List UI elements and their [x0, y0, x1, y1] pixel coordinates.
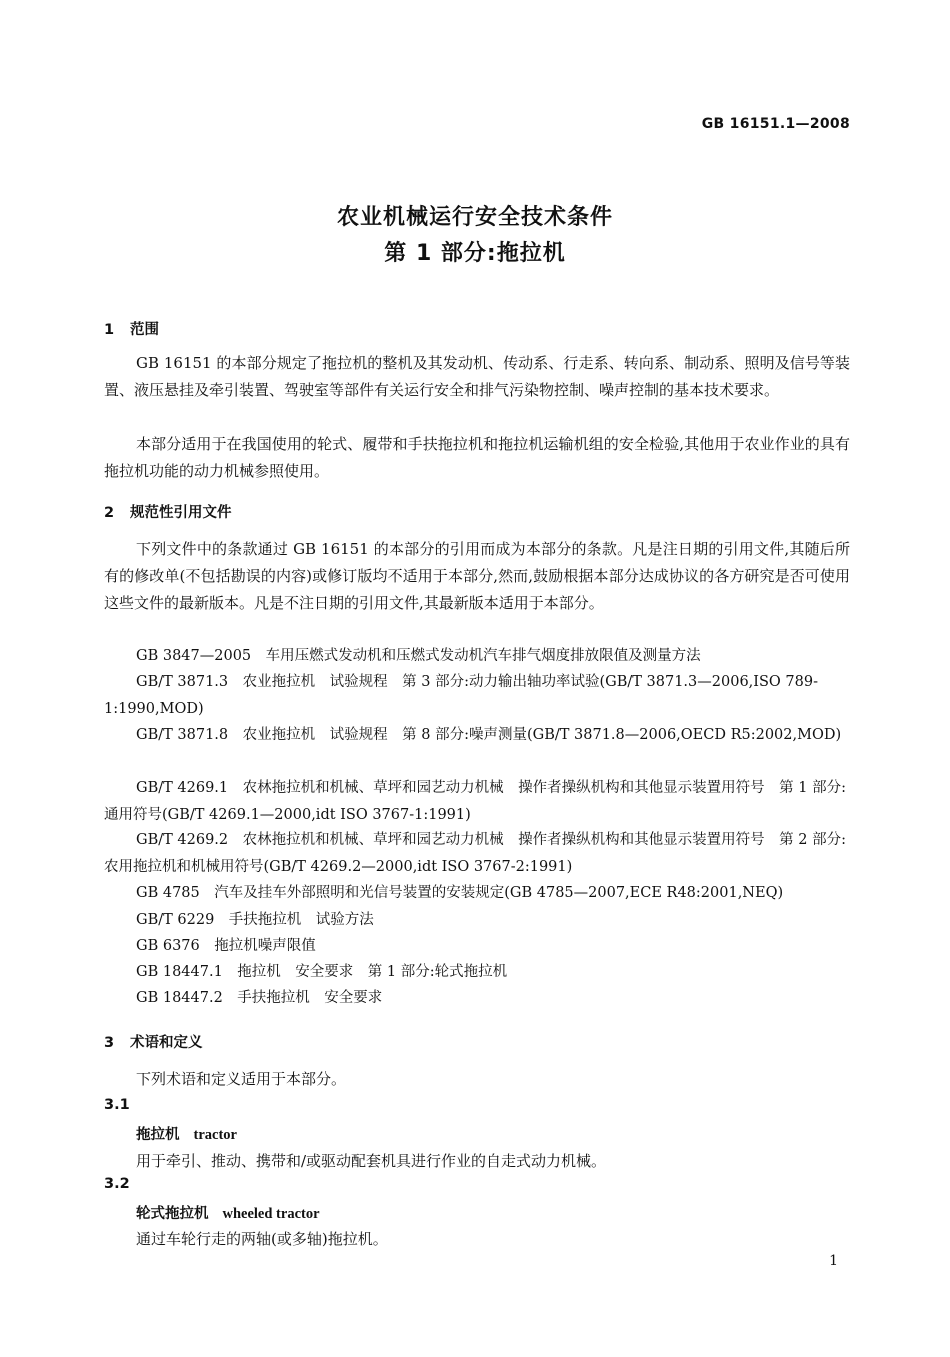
section-1-heading: [104, 318, 159, 339]
section-3-paragraph-1: 下列术语和定义适用于本部分。: [136, 1070, 347, 1088]
section-title: 范围: [130, 322, 159, 338]
standard-code: GB 16151.1—2008: [701, 116, 850, 132]
reference-item: GB 18447.1 拖拉机 安全要求 第 1 部分:轮式拖拉机: [136, 964, 508, 980]
term-entry: [136, 1202, 320, 1223]
section-title: 规范性引用文件: [130, 505, 232, 521]
reference-item: GB/T 6229 手扶拖拉机 试验方法: [136, 912, 374, 928]
reference-item: GB/T 3871.8 农业拖拉机 试验规程 第 8 部分:噪声测量(GB/T 3871.8—2006,OECD R5:2002,MOD): [136, 727, 842, 743]
clause-number: 3.1: [104, 1097, 130, 1113]
term-entry: [136, 1123, 237, 1144]
section-1-paragraph-2: 本部分适用于在我国使用的轮式、履带和手扶拖拉机和拖拉机运输机组的安全检验,其他用于农业作业的具有拖拉机功能的动力机械参照使用。: [104, 435, 850, 480]
reference-item: GB 4785 汽车及挂车外部照明和光信号装置的安装规定(GB 4785—2007,ECE R48:2001,NEQ): [136, 885, 784, 901]
section-number: 2: [104, 505, 115, 521]
section-title: 术语和定义: [130, 1035, 203, 1051]
reference-item: GB/T 4269.1 农林拖拉机和机械、草坪和园艺动力机械 操作者操纵机构和其他显示装置用符号 第 1 部分:通用符号(GB/T 4269.1—2000,idt ISO 3767-1:1991): [104, 780, 846, 823]
document-title: 农业机械运行安全技术条件: [336, 205, 613, 230]
section-number: 3: [104, 1035, 115, 1051]
clause-number: 3.2: [104, 1176, 130, 1192]
term-definition: 用于牵引、推动、携带和/或驱动配套机具进行作业的自走式动力机械。: [136, 1152, 607, 1170]
page-number: 1: [829, 1253, 838, 1269]
section-2-heading: [104, 501, 232, 522]
term-english: tractor: [193, 1127, 237, 1143]
section-1-paragraph-1: GB 16151 的本部分规定了拖拉机的整机及其发动机、传动系、行走系、转向系、制动系、照明及信号等装置、液压悬挂及牵引装置、驾驶室等部件有关运行安全和排气污染物控制、噪声控制的基本技术要求。: [104, 354, 850, 399]
term-english: wheeled tractor: [222, 1206, 320, 1222]
term-chinese: 拖拉机: [136, 1127, 180, 1143]
reference-item: GB 18447.2 手扶拖拉机 安全要求: [136, 990, 383, 1006]
reference-item: GB/T 3871.3 农业拖拉机 试验规程 第 3 部分:动力输出轴功率试验(GB/T 3871.3—2006,ISO 789-1:1990,MOD): [104, 674, 819, 717]
section-2-paragraph-1: 下列文件中的条款通过 GB 16151 的本部分的引用而成为本部分的条款。凡是注日期的引用文件,其随后所有的修改单(不包括勘误的内容)或修订版均不适用于本部分,然而,鼓励根据本部分达成协议的各方研究是否可使用这些文件的最新版本。凡是不注日期的引用文件,其最新版本适用于本部分。: [104, 540, 850, 612]
term-chinese: 轮式拖拉机: [136, 1206, 209, 1222]
reference-item: GB 3847—2005 车用压燃式发动机和压燃式发动机汽车排气烟度排放限值及测量方法: [136, 648, 701, 664]
section-number: 1: [104, 322, 115, 338]
reference-item: GB/T 4269.2 农林拖拉机和机械、草坪和园艺动力机械 操作者操纵机构和其他显示装置用符号 第 2 部分:农用拖拉机和机械用符号(GB/T 4269.2—2000,idt ISO 3767-2:1991): [104, 832, 846, 875]
section-3-heading: [104, 1031, 203, 1052]
term-definition: 通过车轮行走的两轴(或多轴)拖拉机。: [136, 1230, 388, 1248]
reference-item: GB 6376 拖拉机噪声限值: [136, 938, 316, 954]
document-subtitle: 第 1 部分:拖拉机: [384, 241, 566, 266]
